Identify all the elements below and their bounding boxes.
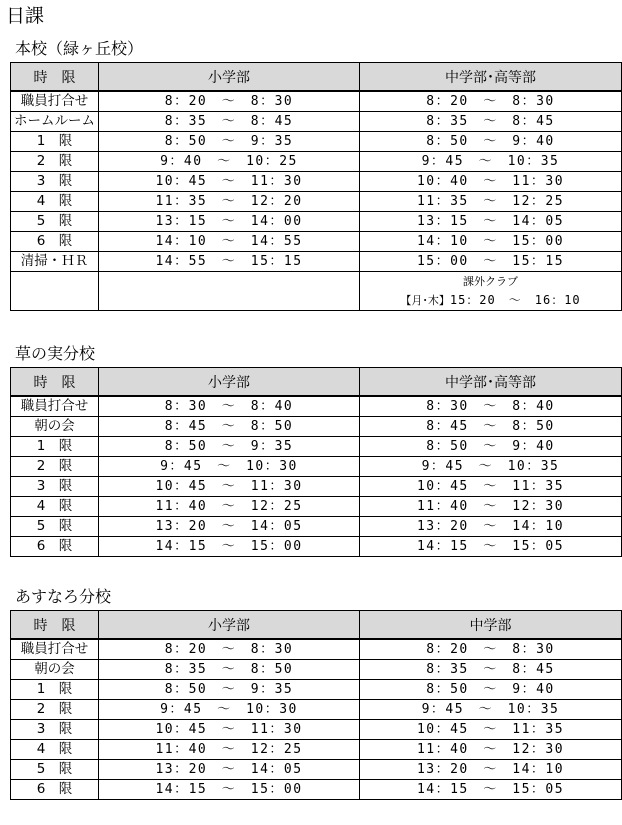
table-row	[11, 437, 622, 457]
table-row	[11, 700, 622, 720]
table-row	[11, 417, 622, 437]
table-row	[11, 212, 622, 232]
header-period: 時 限	[11, 368, 99, 397]
time-cell: 14：15 ～ 15：00	[99, 537, 360, 557]
table-row	[11, 91, 622, 112]
header-junior-high: 中学部	[360, 611, 622, 640]
table-row	[11, 477, 622, 497]
time-cell: 9：45 ～ 10：35	[360, 457, 622, 477]
schedule-table	[10, 367, 622, 557]
section-kusanomi-branch	[10, 343, 622, 557]
time-cell: 13：20 ～ 14：05	[99, 517, 360, 537]
time-cell: 14：15 ～ 15：05	[360, 780, 622, 800]
time-cell: 14：10 ～ 15：00	[360, 232, 622, 252]
period-cell: 4 限	[11, 740, 99, 760]
period-cell: 2 限	[11, 700, 99, 720]
table-row	[11, 252, 622, 272]
time-cell: 8：45 ～ 8：50	[99, 417, 360, 437]
club-row	[11, 272, 622, 311]
time-cell: 14：15 ～ 15：00	[99, 780, 360, 800]
period-cell: 3 限	[11, 477, 99, 497]
period-cell: 3 限	[11, 720, 99, 740]
schedule-table	[10, 62, 622, 311]
page-title: 日課	[6, 5, 45, 27]
table-row	[11, 132, 622, 152]
club-secondary-cell	[360, 272, 622, 311]
header-period: 時 限	[11, 611, 99, 640]
period-cell: 1 限	[11, 132, 99, 152]
time-cell: 14：55 ～ 15：15	[99, 252, 360, 272]
period-cell: 職員打合せ	[11, 91, 99, 112]
section-title: 草の実分校	[15, 344, 96, 363]
time-cell: 8：30 ～ 8：40	[360, 396, 622, 417]
table-row	[11, 760, 622, 780]
table-row	[11, 232, 622, 252]
time-cell: 8：50 ～ 9：35	[99, 437, 360, 457]
table-header-row	[11, 611, 622, 640]
time-cell: 8：50 ～ 9：40	[360, 132, 622, 152]
table-row	[11, 152, 622, 172]
time-cell: 13：20 ～ 14：10	[360, 517, 622, 537]
period-cell: 3 限	[11, 172, 99, 192]
time-cell: 8：50 ～ 9：40	[360, 437, 622, 457]
header-elementary: 小学部	[99, 611, 360, 640]
time-cell: 9：45 ～ 10：35	[360, 700, 622, 720]
time-cell: 11：40 ～ 12：25	[99, 497, 360, 517]
period-cell: 職員打合せ	[11, 639, 99, 660]
table-row	[11, 639, 622, 660]
club-label: 課外クラブ	[463, 275, 518, 288]
time-cell: 13：15 ～ 14：05	[360, 212, 622, 232]
time-cell: 8：35 ～ 8：45	[360, 112, 622, 132]
time-cell: 8：35 ～ 8：45	[99, 112, 360, 132]
time-cell: 8：20 ～ 8：30	[99, 91, 360, 112]
time-cell: 8：35 ～ 8：45	[360, 660, 622, 680]
period-cell: ホームルーム	[11, 112, 99, 132]
time-cell: 15：00 ～ 15：15	[360, 252, 622, 272]
period-cell: 5 限	[11, 760, 99, 780]
time-cell: 14：10 ～ 14：55	[99, 232, 360, 252]
period-cell: 職員打合せ	[11, 396, 99, 417]
header-period: 時 限	[11, 63, 99, 92]
time-cell: 8：35 ～ 8：50	[99, 660, 360, 680]
table-header-row	[11, 63, 622, 92]
time-cell: 9：40 ～ 10：25	[99, 152, 360, 172]
time-cell: 11：35 ～ 12：20	[99, 192, 360, 212]
section-main-school	[10, 38, 622, 311]
time-cell: 11：40 ～ 12：30	[360, 497, 622, 517]
period-cell: 4 限	[11, 497, 99, 517]
table-row	[11, 396, 622, 417]
time-cell: 8：30 ～ 8：40	[99, 396, 360, 417]
table-row	[11, 680, 622, 700]
period-cell: 清掃・ＨＲ	[11, 252, 99, 272]
club-days: 【月･木】	[400, 294, 450, 307]
table-row	[11, 172, 622, 192]
time-cell: 8：45 ～ 8：50	[360, 417, 622, 437]
header-elementary: 小学部	[99, 368, 360, 397]
table-row	[11, 192, 622, 212]
period-cell: 1 限	[11, 437, 99, 457]
table-row	[11, 780, 622, 800]
club-time-line	[360, 291, 621, 310]
section-title: あすなろ分校	[15, 587, 112, 606]
time-cell: 13：20 ～ 14：10	[360, 760, 622, 780]
period-cell: 1 限	[11, 680, 99, 700]
table-header-row	[11, 368, 622, 397]
table-row	[11, 457, 622, 477]
table-row	[11, 537, 622, 557]
table-row	[11, 740, 622, 760]
table-row	[11, 660, 622, 680]
period-cell: 朝の会	[11, 660, 99, 680]
club-time: 15：20 ～ 16：10	[449, 293, 581, 307]
time-cell: 13：20 ～ 14：05	[99, 760, 360, 780]
section-asunaro-branch	[10, 586, 622, 800]
time-cell: 14：15 ～ 15：05	[360, 537, 622, 557]
header-elementary: 小学部	[99, 63, 360, 92]
time-cell: 13：15 ～ 14：00	[99, 212, 360, 232]
time-cell: 10：45 ～ 11：35	[360, 720, 622, 740]
section-title: 本校（緑ヶ丘校）	[15, 39, 144, 58]
table-row	[11, 497, 622, 517]
time-cell: 10：45 ～ 11：35	[360, 477, 622, 497]
period-cell: 6 限	[11, 780, 99, 800]
time-cell: 11：40 ～ 12：25	[99, 740, 360, 760]
time-cell: 8：20 ～ 8：30	[360, 91, 622, 112]
time-cell: 10：45 ～ 11：30	[99, 720, 360, 740]
period-cell: 5 限	[11, 212, 99, 232]
time-cell: 8：20 ～ 8：30	[360, 639, 622, 660]
time-cell: 8：50 ～ 9：35	[99, 132, 360, 152]
club-period-cell	[11, 272, 99, 311]
period-cell: 2 限	[11, 152, 99, 172]
schedule-table	[10, 610, 622, 800]
time-cell: 9：45 ～ 10：35	[360, 152, 622, 172]
period-cell: 2 限	[11, 457, 99, 477]
header-secondary: 中学部･高等部	[360, 63, 622, 92]
period-cell: 朝の会	[11, 417, 99, 437]
time-cell: 8：20 ～ 8：30	[99, 639, 360, 660]
time-cell: 11：40 ～ 12：30	[360, 740, 622, 760]
club-elementary-cell	[99, 272, 360, 311]
table-row	[11, 517, 622, 537]
time-cell: 11：35 ～ 12：25	[360, 192, 622, 212]
period-cell: 5 限	[11, 517, 99, 537]
time-cell: 9：45 ～ 10：30	[99, 457, 360, 477]
time-cell: 8：50 ～ 9：35	[99, 680, 360, 700]
time-cell: 8：50 ～ 9：40	[360, 680, 622, 700]
period-cell: 4 限	[11, 192, 99, 212]
period-cell: 6 限	[11, 537, 99, 557]
time-cell: 10：45 ～ 11：30	[99, 477, 360, 497]
time-cell: 10：40 ～ 11：30	[360, 172, 622, 192]
period-cell: 6 限	[11, 232, 99, 252]
table-row	[11, 720, 622, 740]
time-cell: 9：45 ～ 10：30	[99, 700, 360, 720]
header-secondary: 中学部･高等部	[360, 368, 622, 397]
table-row	[11, 112, 622, 132]
time-cell: 10：45 ～ 11：30	[99, 172, 360, 192]
